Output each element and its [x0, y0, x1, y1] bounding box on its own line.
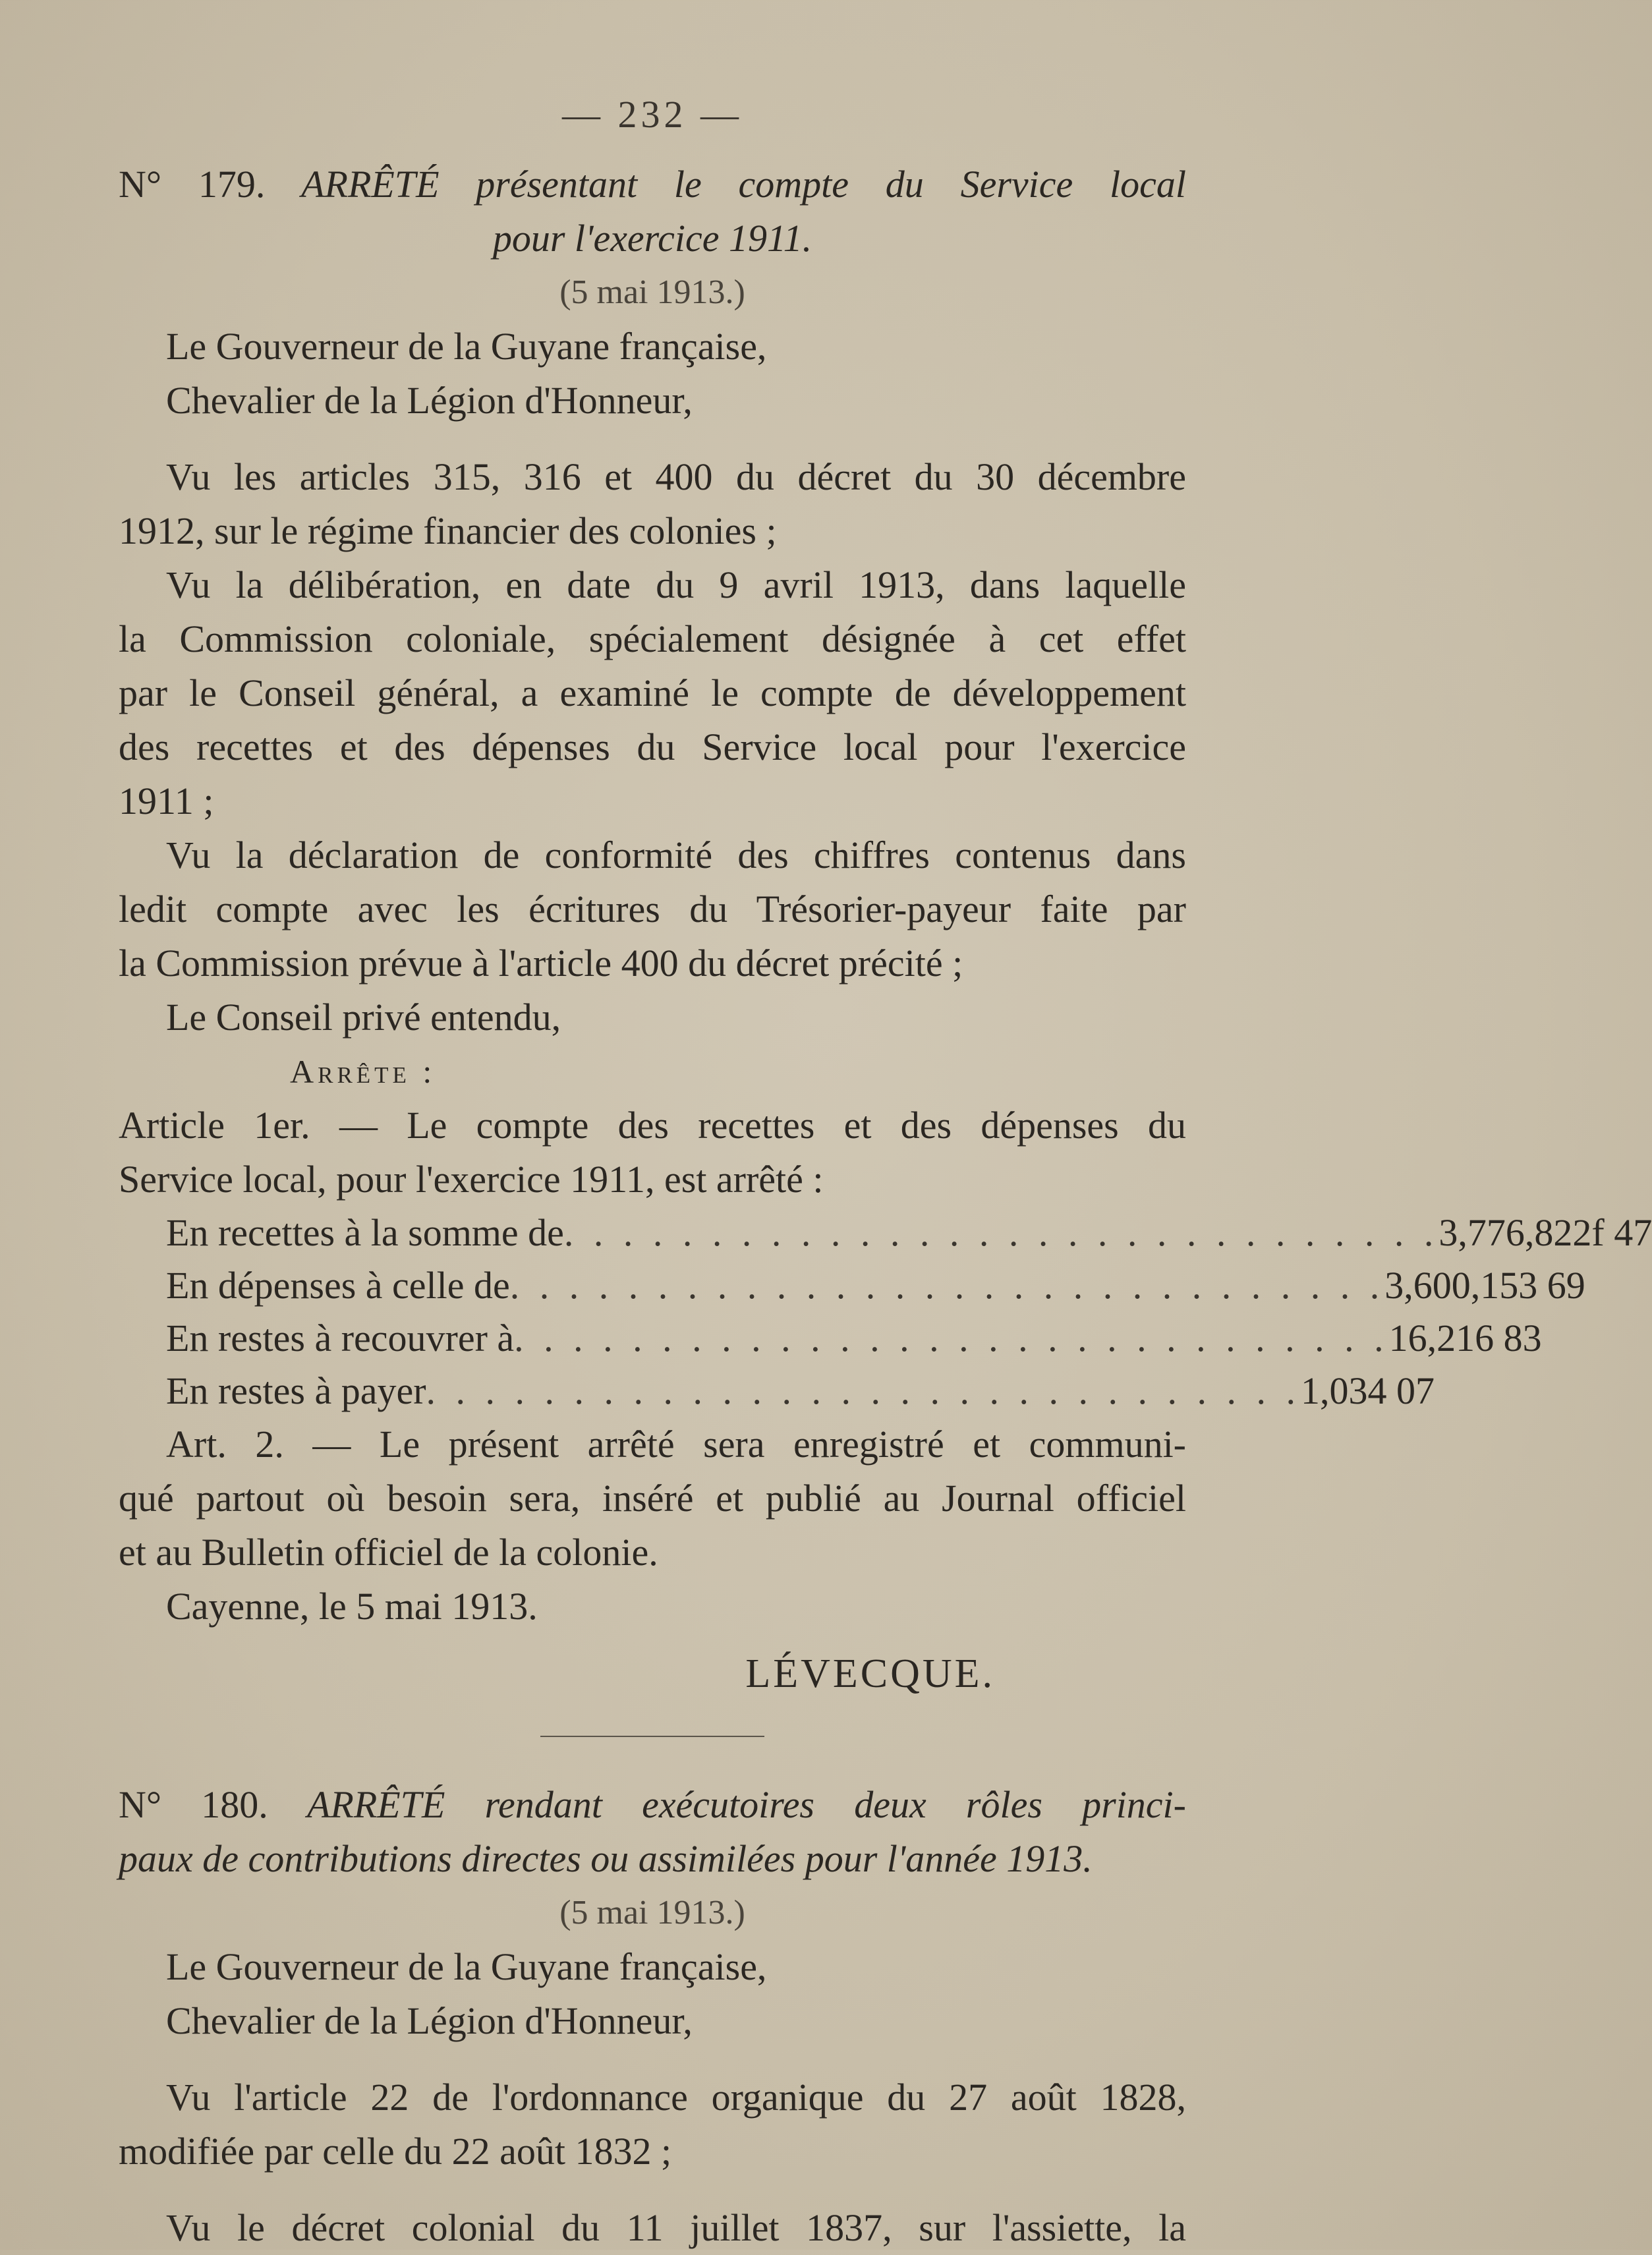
act-179-p2-line-1: Vu la délibération, en date du 9 avril 1913, dans laquelle: [166, 563, 1186, 606]
act-180-intro-2: Chevalier de la Légion d'Honneur,: [166, 1999, 693, 2042]
act-179-p3-line-1: Vu la déclaration de conformité des chiffres contenus dans: [166, 834, 1186, 876]
act-179-art2-line-1: Art. 2. — Le présent arrêté sera enregistré et communi-: [166, 1423, 1186, 1466]
act-179-intro-2: Chevalier de la Légion d'Honneur,: [166, 379, 693, 422]
amount-value: 16,216 83: [1388, 1317, 1542, 1359]
amount-value: 3,600,153 69: [1384, 1264, 1585, 1307]
act-179-title-line-1: [119, 157, 1186, 212]
act-180-number: N° 180.: [119, 1783, 268, 1826]
act-179-arrete-heading: Arrête :: [290, 1053, 436, 1090]
act-180-title-line-1: [119, 1778, 1186, 1832]
document-page: [119, 92, 1652, 2255]
act-179-intro-1: Le Gouverneur de la Guyane française,: [166, 325, 767, 368]
amounts-list: [119, 1207, 1652, 1417]
act-179-art2-line-3: et au Bulletin officiel de la colonie.: [119, 1531, 658, 1574]
act-179-p1-line-2: 1912, sur le régime financier des colonies ;: [119, 509, 777, 552]
amount-label: En restes à recouvrer à: [166, 1317, 515, 1359]
act-179-place-date: Cayenne, le 5 mai 1913.: [166, 1585, 538, 1628]
act-180-date: (5 mai 1913.): [559, 1894, 745, 1931]
act-179-p3-line-3: la Commission prévue à l'article 400 du décret précité ;: [119, 942, 963, 985]
amount-row: En restes à payer . . . . . . . . . . . . . . . . . . . . . . . . . . . . . . 1,034 07: [119, 1365, 1186, 1417]
act-180: [119, 1778, 1186, 2255]
act-179-p3-line-2: ledit compte avec les écritures du Trésorier-payeur faite par: [119, 888, 1186, 930]
amount-value: 1,034 07: [1301, 1369, 1435, 1412]
act-180-p1-line-2: modifiée par celle du 22 août 1832 ;: [119, 2130, 672, 2173]
amount-label: En restes à payer: [166, 1369, 426, 1412]
amount-value: 3,776,822f 47: [1438, 1211, 1652, 1254]
section-divider: [540, 1736, 764, 1737]
act-180-title-1: ARRÊTÉ rendant exécutoires deux rôles princi-: [306, 1783, 1186, 1826]
act-179-p2-line-2: la Commission coloniale, spécialement désignée à cet effet: [119, 617, 1186, 660]
amount-row: En recettes à la somme de . . . . . . . . . . . . . . . . . . . . . . . . . . . . . . 3,776,822f 47: [119, 1207, 1186, 1259]
act-179-p2-line-4: des recettes et des dépenses du Service local pour l'exercice: [119, 726, 1186, 768]
act-179-art1-line-2: Service local, pour l'exercice 1911, est arrêté :: [119, 1158, 824, 1201]
amount-row: En dépenses à celle de . . . . . . . . . . . . . . . . . . . . . . . . . . . . . . 3,600,153 69: [119, 1259, 1186, 1312]
page-number: — 232 —: [562, 93, 743, 136]
amount-label: En recettes à la somme de: [166, 1211, 564, 1254]
act-180-title-line-2: paux de contributions directes ou assimilées pour l'année 1913.: [119, 1837, 1093, 1880]
act-179-signature: LÉVECQUE.: [745, 1651, 995, 1696]
act-179-art1-line-1: Article 1er. — Le compte des recettes et des dépenses du: [119, 1104, 1186, 1147]
act-179-p2-line-3: par le Conseil général, a examiné le compte de développement: [119, 671, 1186, 714]
act-179-art2-line-2: qué partout où besoin sera, inséré et publié au Journal officiel: [119, 1477, 1186, 1520]
act-179-date: (5 mai 1913.): [559, 273, 745, 311]
act-179-title-1: ARRÊTÉ présentant le compte du Service local: [301, 163, 1186, 206]
act-179-p4: Le Conseil privé entendu,: [166, 996, 561, 1039]
act-180-p1-line-1: Vu l'article 22 de l'ordonnance organique du 27 août 1828,: [166, 2076, 1186, 2119]
act-180-intro-1: Le Gouverneur de la Guyane française,: [166, 1945, 767, 1988]
act-179-p1-line-1: Vu les articles 315, 316 et 400 du décret du 30 décembre: [166, 455, 1186, 498]
act-179-number: N° 179.: [119, 163, 266, 206]
amount-row: En restes à recouvrer à . . . . . . . . . . . . . . . . . . . . . . . . . . . . . . 16,216 83: [119, 1312, 1186, 1365]
act-179-title-line-2: pour l'exercice 1911.: [492, 217, 812, 260]
amount-label: En dépenses à celle de: [166, 1264, 510, 1307]
act-179: [119, 157, 1652, 1698]
act-179-p2-line-5: 1911 ;: [119, 780, 214, 822]
act-180-p2-line-1: Vu le décret colonial du 11 juillet 1837, sur l'assiette, la: [166, 2206, 1186, 2249]
